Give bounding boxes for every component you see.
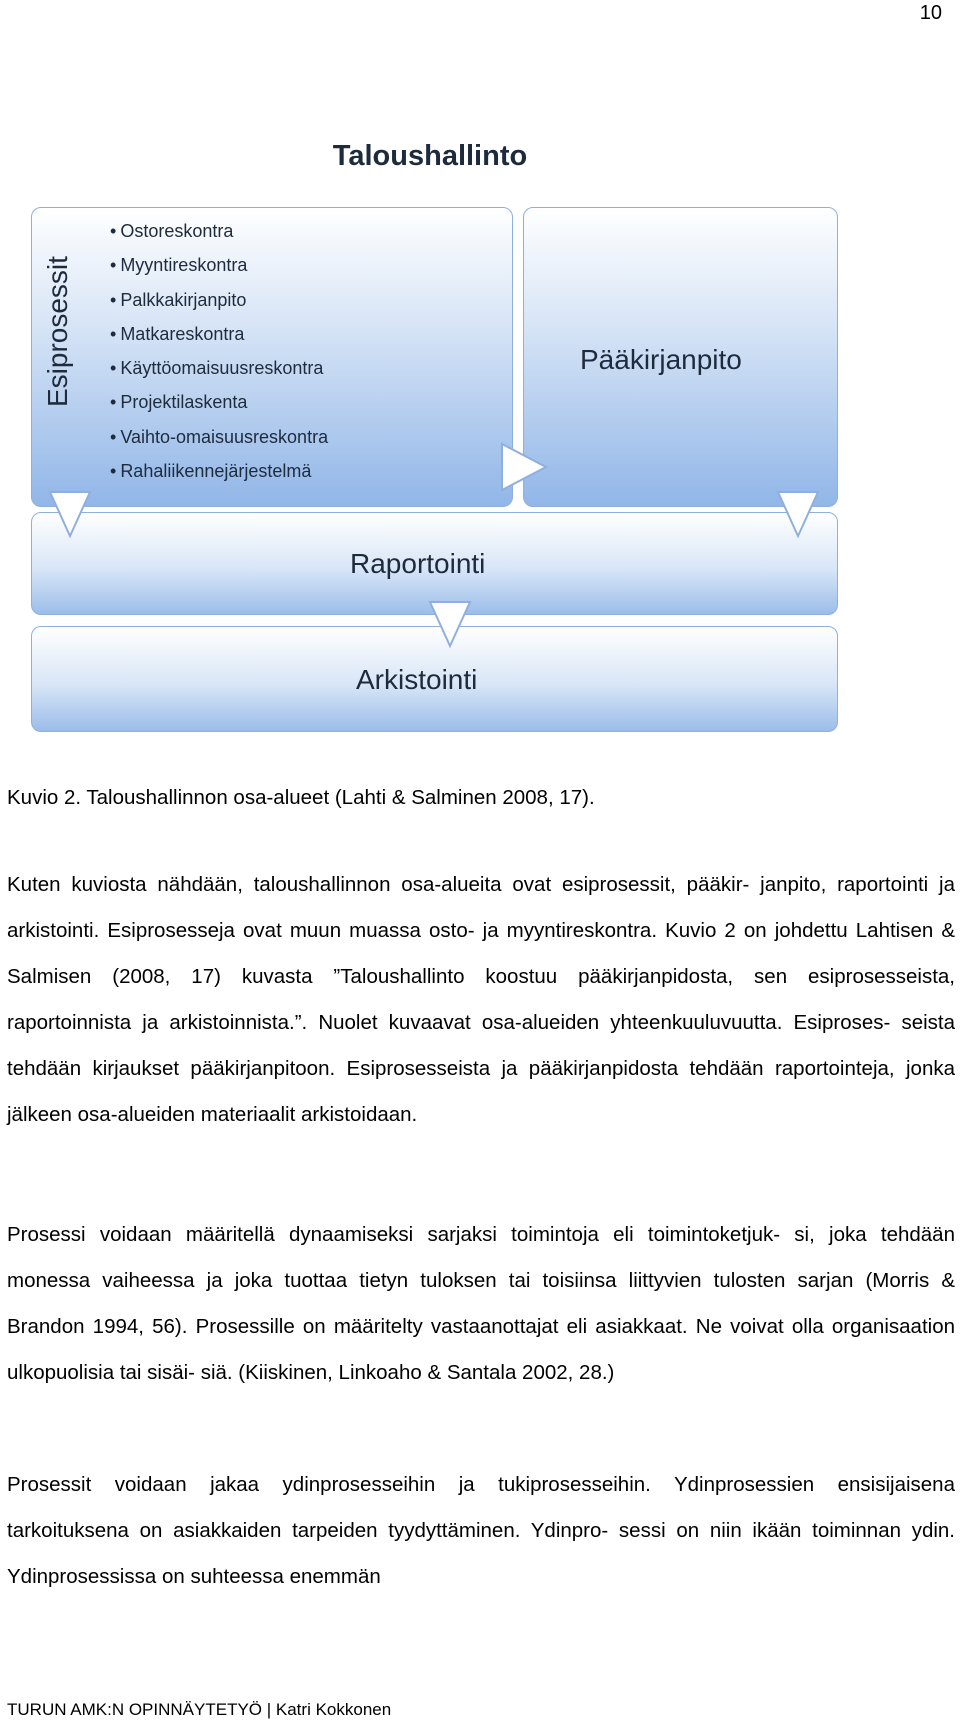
list-item: • Palkkakirjanpito (110, 287, 328, 321)
arkistointi-label: Arkistointi (356, 664, 478, 695)
arrow-esi-to-raportointi-icon (48, 490, 92, 538)
esiprosessit-list (110, 218, 328, 492)
figure-caption: Kuvio 2. Taloushallinnon osa-alueet (Lahti & Salminen 2008, 17). (7, 786, 595, 809)
list-item: • Matkareskontra (110, 321, 328, 355)
page-number: 10 (919, 2, 942, 24)
esiprosessit-label: Esiprosessit (42, 256, 73, 407)
list-item: • Vaihto-omaisuusreskontra (110, 424, 328, 458)
list-item: • Projektilaskenta (110, 389, 328, 423)
paragraph: Kuten kuviosta nähdään, taloushallinnon osa-alueita ovat esiprosessit, pääkir- janpito, raportointi ja arkistointi. Esiprosesseja ovat muun muassa osto- ja myyntireskontra. Kuvio 2 on johdettu Lahtisen & Salmisen (2008, 17) kuvasta ”Taloushallinto koostuu pääkirjanpidosta, sen esiprosesseista, raportoinnista ja arkistoinnista.”. Nuolet kuvaavat osa-alueiden yhteenkuuluvuutta. Esiproses- seista tehdään kirjaukset pääkirjanpitoon. Esiprosesseista ja pääkirjanpidosta tehdään raportointeja, jonka jälkeen osa-alueiden materiaalit arkistoidaan. (7, 873, 955, 1126)
list-item: • Rahaliikennejärjestelmä (110, 458, 328, 492)
page-footer: TURUN AMK:N OPINNÄYTETYÖ | Katri Kokkonen (7, 1700, 392, 1719)
diagram-title: Taloushallinto (332, 140, 528, 172)
list-item: • Myyntireskontra (110, 252, 328, 286)
arrow-esi-to-paakirjanpito-icon (500, 442, 548, 492)
raportointi-label: Raportointi (350, 548, 486, 579)
list-item: • Ostoreskontra (110, 218, 328, 252)
taloushallinto-diagram (0, 0, 960, 760)
paakirjanpito-label: Pääkirjanpito (580, 344, 742, 375)
list-item: • Käyttöomaisuusreskontra (110, 355, 328, 389)
paragraph: Prosessi voidaan määritellä dynaamiseksi sarjaksi toimintoja eli toimintoketjuk- si, joka tehdään monessa vaiheessa ja joka tuottaa tietyn tuloksen tai toisiinsa liittyvien tulosten sarjan (Morris & Brandon 1994, 56). Prosessille on määritelty vastaanottajat eli asiakkaat. Ne voivat olla organisaation ulkopuolisia tai sisäi- siä. (Kiiskinen, Linkoaho & Santala 2002, 28.) (7, 1223, 955, 1384)
arrow-paakirjanpito-to-raportointi-icon (776, 490, 820, 538)
paragraph: Prosessit voidaan jakaa ydinprosesseihin ja tukiprosesseihin. Ydinprosessien ensisijaisena tarkoituksena on asiakkaiden tarpeiden tyydyttäminen. Ydinpro- sessi on niin ikään toiminnan ydin. Ydinprosessissa on suhteessa enemmän (7, 1473, 955, 1588)
arrow-raportointi-to-arkistointi-icon (428, 600, 472, 648)
